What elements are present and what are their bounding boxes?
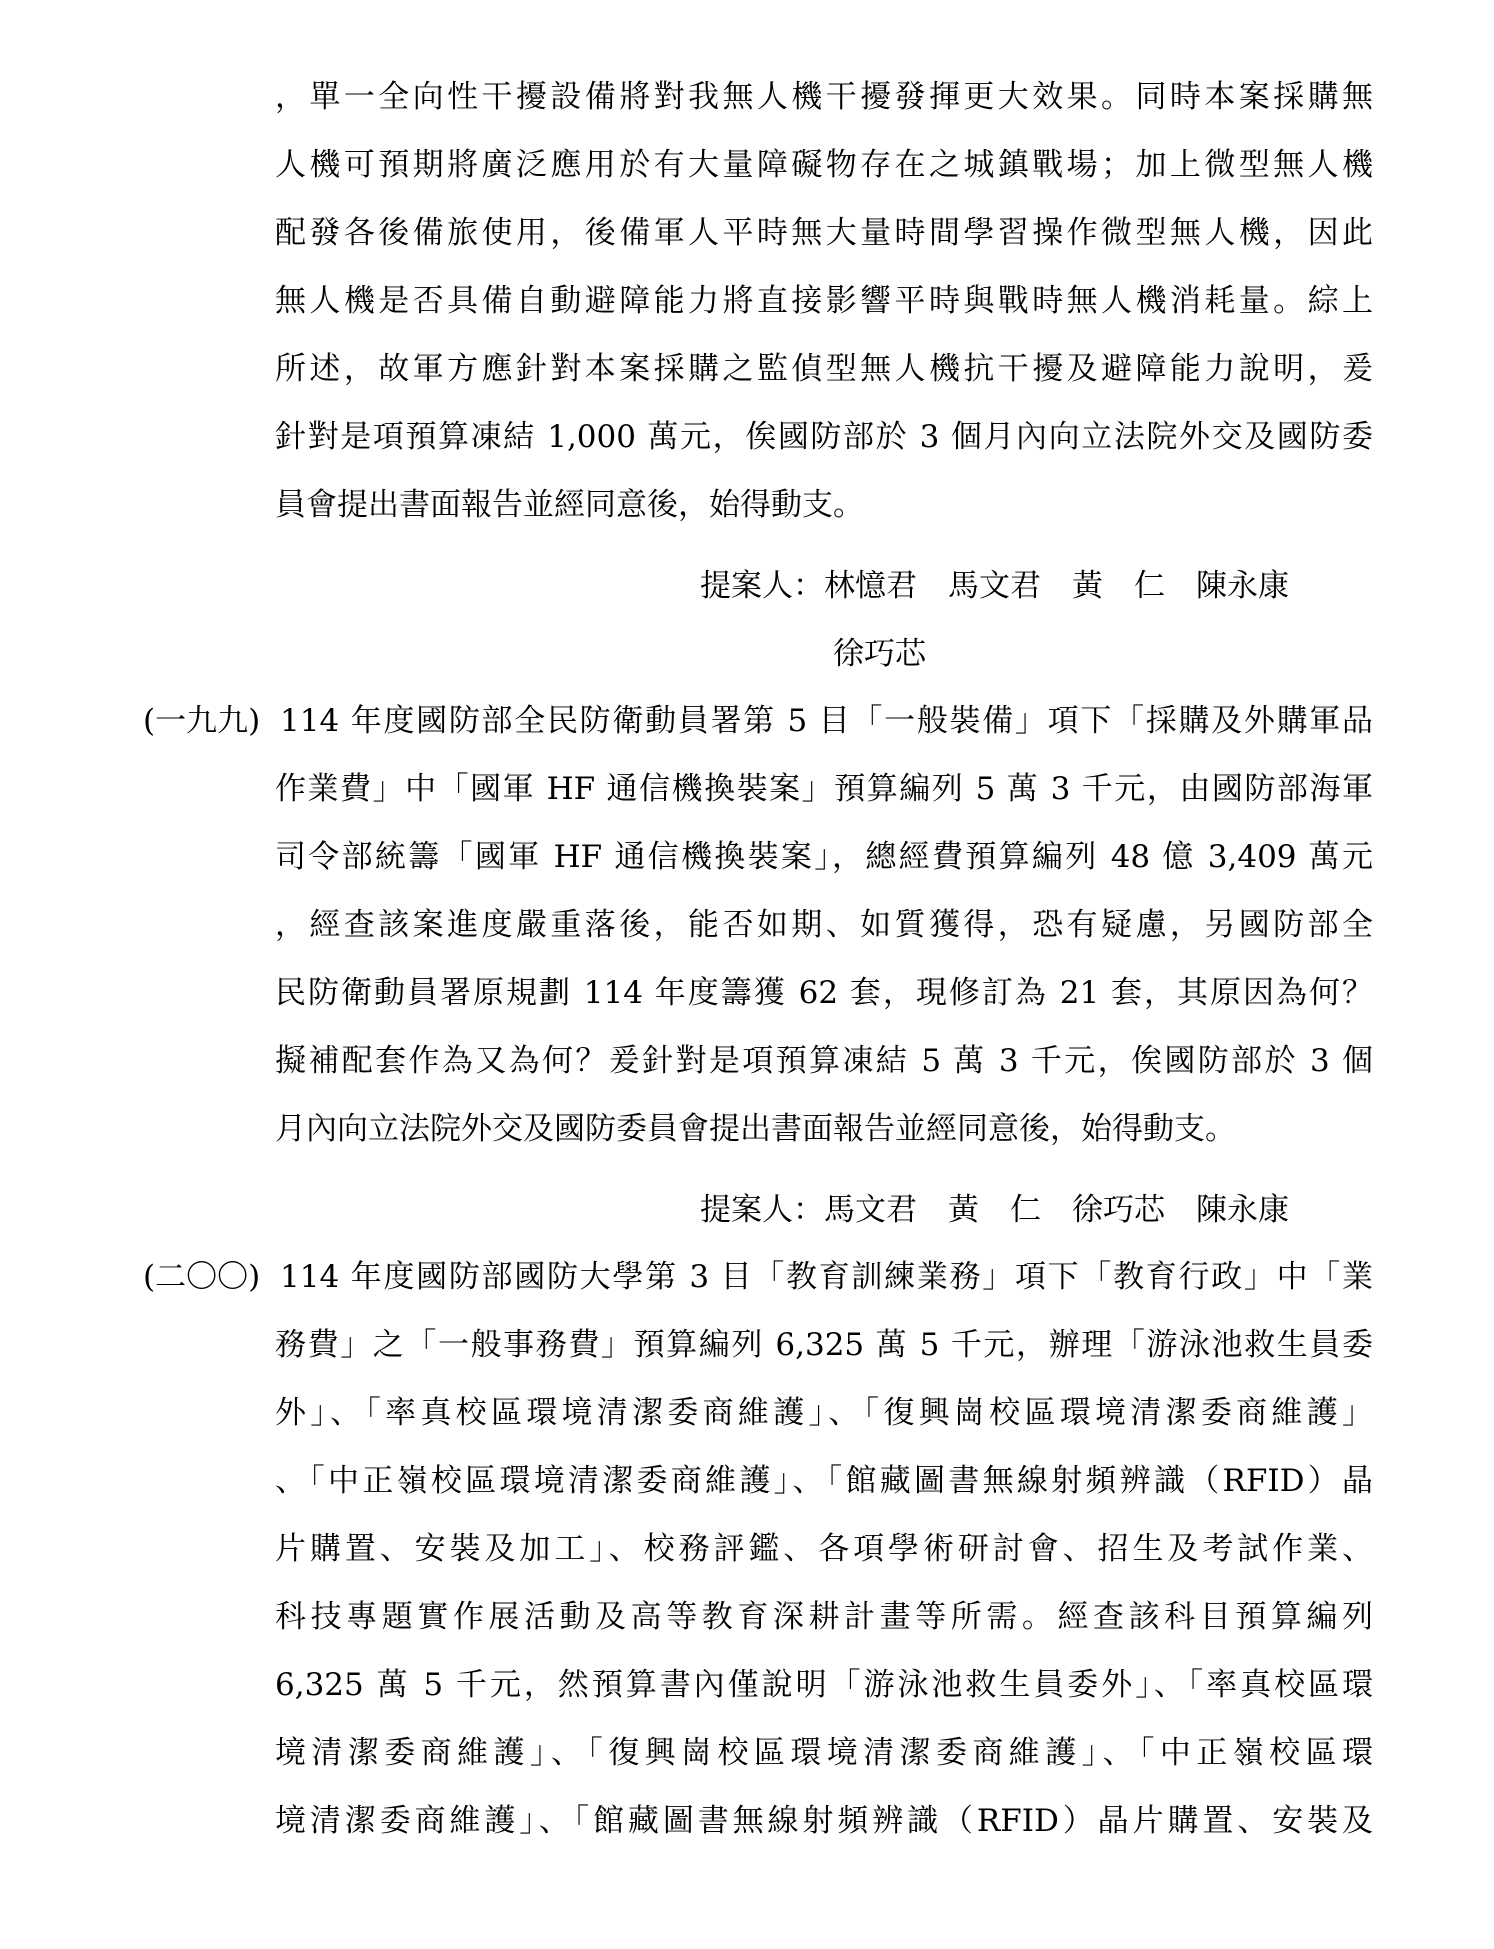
paragraph-line: 擬補配套作為又為何？爰針對是項預算凍結 5 萬 3 千元，俟國防部於 3 個	[275, 1043, 1373, 1079]
paragraph-line: 境清潔委商維護」、「復興崗校區環境清潔委商維護」、「中正嶺校區環	[275, 1735, 1373, 1771]
paragraph-line: 人機可預期將廣泛應用於有大量障礙物存在之城鎮戰場；加上微型無人機	[275, 147, 1373, 183]
paragraph-line: 民防衛動員署原規劃 114 年度籌獲 62 套，現修訂為 21 套，其原因為何？	[275, 975, 1373, 1011]
paragraph-line: 114 年度國防部全民防衛動員署第 5 目「一般裝備」項下「採購及外購軍品	[280, 703, 1373, 739]
paragraph-line: 務費」之「一般事務費」預算編列 6,325 萬 5 千元，辦理「游泳池救生員委	[275, 1327, 1373, 1363]
item-number: (一九九)	[143, 703, 261, 739]
paragraph-line: 配發各後備旅使用，後備軍人平時無大量時間學習操作微型無人機，因此	[275, 215, 1373, 251]
proposer-line: 提案人：馬文君 黃 仁 徐巧芯 陳永康	[700, 1192, 1289, 1228]
paragraph-line: 作業費」中「國軍 HF 通信機換裝案」預算編列 5 萬 3 千元，由國防部海軍	[275, 771, 1373, 807]
paragraph-line: 無人機是否具備自動避障能力將直接影響平時與戰時無人機消耗量。綜上	[275, 283, 1373, 319]
paragraph-line: 114 年度國防部國防大學第 3 目「教育訓練業務」項下「教育行政」中「業	[280, 1259, 1373, 1295]
paragraph-line: 月內向立法院外交及國防委員會提出書面報告並經同意後，始得動支。	[275, 1111, 1236, 1147]
proposer-line: 提案人：林憶君 馬文君 黃 仁 陳永康	[700, 568, 1289, 604]
paragraph-line: 司令部統籌「國軍 HF 通信機換裝案」，總經費預算編列 48 億 3,409 萬元	[275, 839, 1373, 875]
paragraph-line: 員會提出書面報告並經同意後，始得動支。	[275, 487, 864, 523]
paragraph-line: 片購置、安裝及加工」、校務評鑑、各項學術研討會、招生及考試作業、	[275, 1531, 1373, 1567]
paragraph-line: 境清潔委商維護」、「館藏圖書無線射頻辨識（RFID）晶片購置、安裝及	[275, 1803, 1373, 1839]
paragraph-line: 、「中正嶺校區環境清潔委商維護」、「館藏圖書無線射頻辨識（RFID）晶	[275, 1463, 1373, 1499]
paragraph-line: 6,325 萬 5 千元，然預算書內僅說明「游泳池救生員委外」、「率真校區環	[275, 1667, 1373, 1703]
paragraph-line: ，單一全向性干擾設備將對我無人機干擾發揮更大效果。同時本案採購無	[275, 79, 1373, 115]
paragraph-line: 針對是項預算凍結 1,000 萬元，俟國防部於 3 個月內向立法院外交及國防委	[275, 419, 1373, 455]
paragraph-line: 所述，故軍方應針對本案採購之監偵型無人機抗干擾及避障能力說明，爰	[275, 351, 1373, 387]
proposer-line-2: 徐巧芯	[833, 636, 926, 672]
paragraph-line: 外」、「率真校區環境清潔委商維護」、「復興崗校區環境清潔委商維護」	[275, 1395, 1373, 1431]
paragraph-line: ，經查該案進度嚴重落後，能否如期、如質獲得，恐有疑慮，另國防部全	[275, 907, 1373, 943]
item-number: (二〇〇)	[143, 1259, 261, 1295]
paragraph-line: 科技專題實作展活動及高等教育深耕計畫等所需。經查該科目預算編列	[275, 1599, 1373, 1635]
